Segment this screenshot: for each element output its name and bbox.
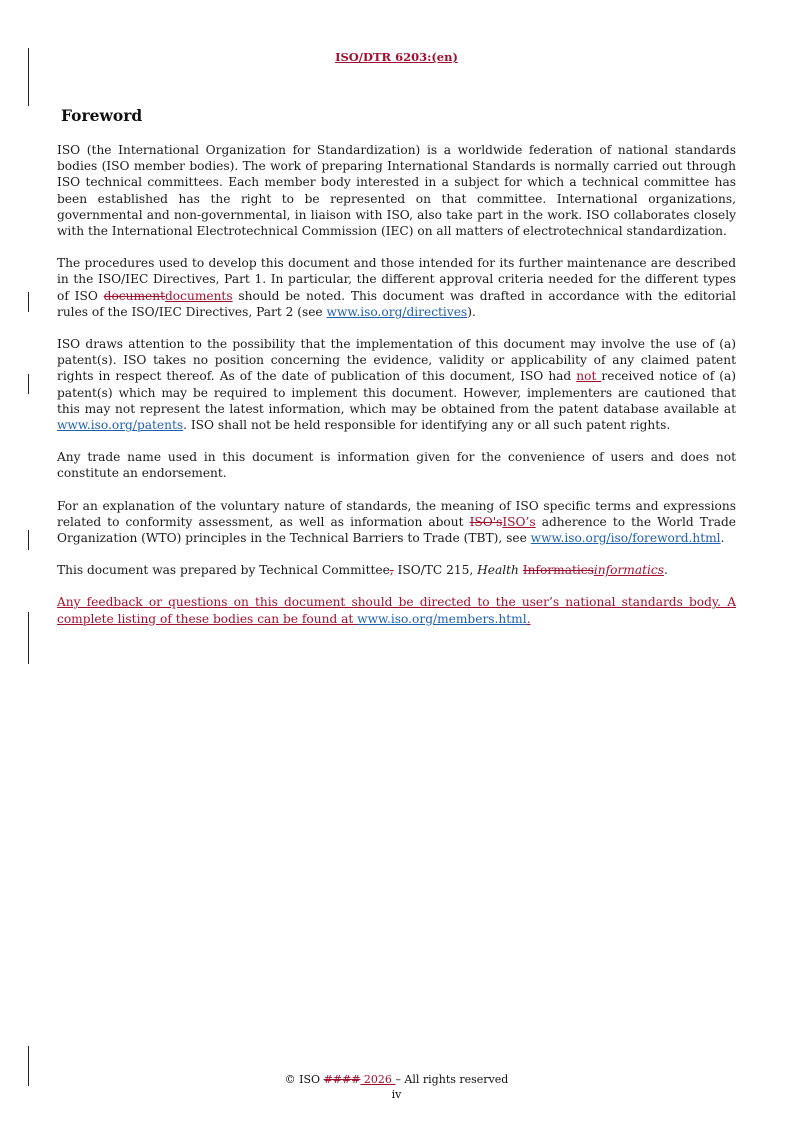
text: . [720,531,725,546]
inserted-text: Any feedback or questions on this document should be directed to the user’s national standards body. A complete listing of these bodies can be found at [57,595,736,626]
text: – All rights reserved [395,1073,509,1086]
page-footer [0,1072,793,1102]
document-id-header: ISO/DTR 6203:(en) [335,50,458,64]
deleted-text: Informatics [522,563,594,578]
deleted-text: , [389,563,394,578]
text: ISO draws attention to the possibility that the implementation of this document may involve the use of (a) patent(s). ISO takes no position concerning the evidence, validity or applicability of any claimed patent rights in respect thereof. As of the date of publication of this document, ISO had [57,337,736,384]
copyright-line [0,1072,793,1087]
change-bar [28,292,29,312]
link-members[interactable]: www.iso.org/members.html [357,611,527,626]
page-title: Foreword [61,106,143,125]
inserted-text: ISO’s [502,514,536,529]
link-foreword[interactable]: www.iso.org/iso/foreword.html [530,531,721,546]
inserted-text: informatics [593,563,664,578]
document-body [57,142,736,643]
change-bar [28,612,29,664]
paragraph-feedback [57,594,736,626]
paragraph-patents [57,336,736,433]
text: The procedures used to develop this document and those intended for its further maintenance are described in the ISO/IEC Directives, Part 1. In particular, the different approval criteria needed for the different types of ISO [57,256,736,303]
change-bar [28,374,29,394]
text: received notice of (a) patent(s) which may be required to implement this document. However, implementers are cautioned that this may not represent the latest information, which may be obtained from the patent database available at [57,369,737,416]
inserted-text: 2026 [360,1073,396,1086]
deleted-text: document [103,288,165,303]
text: . ISO shall not be held responsible for identifying any or all such patent rights. [183,418,671,433]
paragraph-committee [57,562,736,578]
deleted-text: #### [323,1073,361,1086]
inserted-text: . [526,611,531,626]
text: should be noted. This document was drafted in accordance with the editorial rules of the ISO/IEC Directives, Part 2 (see [57,288,736,319]
change-bar [28,530,29,550]
paragraph-trade-name: Any trade name used in this document is information given for the convenience of users and does not constitute an endorsement. [57,450,736,481]
text: ISO/TC 215, [393,563,478,578]
deleted-text: ISO's [469,514,503,529]
text: ). [467,304,476,319]
link-directives[interactable]: www.iso.org/directives [326,304,468,319]
paragraph-procedures [57,255,736,320]
inserted-text: documents [165,288,233,303]
text: This document was prepared by Technical Committee [57,563,390,578]
page-number: iv [391,1088,402,1101]
inserted-text: not [576,369,602,384]
text: © ISO [284,1073,324,1086]
text: For an explanation of the voluntary nature of standards, the meaning of ISO specific terms and expressions related to conformity assessment, as well as information about [57,498,736,529]
text: adherence to the World Trade Organization (WTO) principles in the Technical Barriers to Trade (TBT), see [57,514,736,546]
link-patents[interactable]: www.iso.org/patents [57,418,184,433]
italic-text: Health [477,563,519,578]
text: . [663,563,668,578]
paragraph-iso-overview: ISO (the International Organization for Standardization) is a worldwide federation of national standards bodies (ISO member bodies). The work of preparing International Standards is normally carried out through ISO technical committees. Each member body interested in a subject for which a technical committee has been established has the right to be represented on that committee. International organizations, governmental and non-governmental, in liaison with ISO, also take part in the work. ISO collaborates closely with the International Electrotechnical Commission (IEC) on all matters of electrotechnical standardization. [57,143,736,239]
paragraph-voluntary-nature [57,498,736,547]
